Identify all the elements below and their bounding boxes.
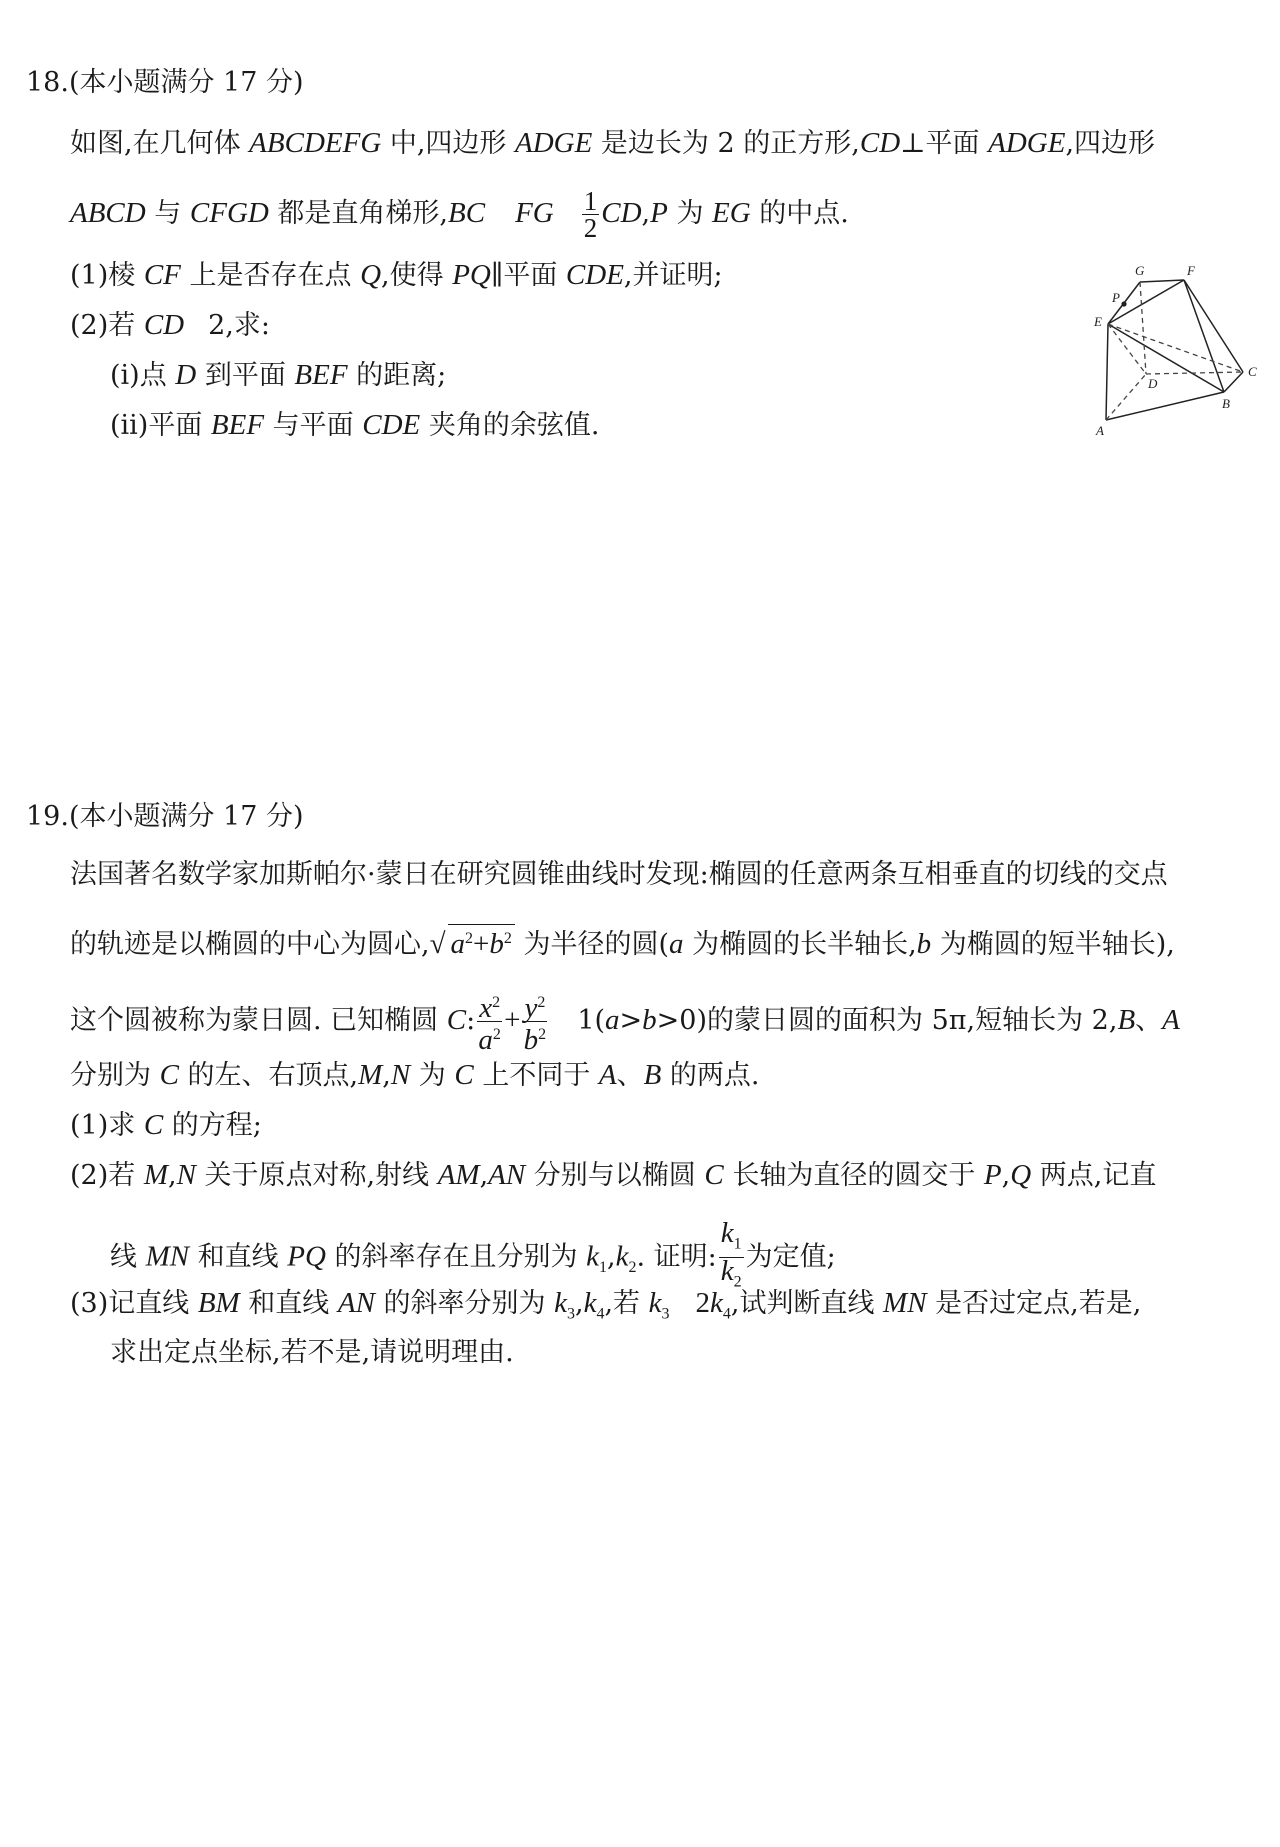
label-c: C [1248, 364, 1257, 379]
q19-part2-cont: 线 MN 和直线 PQ 的斜率存在且分别为 $k_1,k_2$. 证明: $\frac{k_1}{k_2}$ 为定值; [110, 1220, 836, 1296]
geometry-figure [1088, 262, 1268, 442]
q19-part2: (2)若 M,N 关于原点对称,射线 AM,AN 分别与以椭圆 C 长轴为直径的圆交于 P,Q 两点,记直 [70, 1159, 1157, 1191]
q18-header: 18.(本小题满分 17 分) [26, 67, 304, 98]
q18-part2-i: (i)点 D 到平面 BEF 的距离; [110, 359, 447, 391]
label-p: P [1112, 290, 1120, 305]
q19-line4: 分别为 C 的左、右顶点,M,N 为 C 上不同于 A、B 的两点. [70, 1059, 760, 1091]
q19-line3: 这个圆被称为蒙日圆. 已知椭圆 C: $\frac{x^2}{a^2}$ + $\frac{y^2}{b^2}$ 1(a>b>0)的蒙日圆的面积为 5π,短轴长为 2,B、A [70, 992, 1180, 1056]
q18-line2: ABCD 与 CFGD 都是直角梯形,BC FG $\frac{1}{2}$ CD,P 为 EG 的中点. [70, 186, 849, 243]
q18-part1: (1)棱 CF 上是否存在点 Q,使得 PQ∥平面 CDE,并证明; [70, 259, 723, 291]
point-p-marker [1121, 301, 1126, 306]
fraction-k1-k2: $\frac{k_1}{k_2}$ [720, 1217, 742, 1291]
label-a: A [1096, 423, 1104, 438]
q19-line2: 的轨迹是以椭圆的中心为圆心,√ $a^2+b^2$ 为半径的圆(a 为椭圆的长半轴长,b 为椭圆的短半轴长), [70, 924, 1175, 962]
q19-line1: 法国著名数学家加斯帕尔·蒙日在研究圆锥曲线时发现:椭圆的任意两条互相垂直的切线的交点 [70, 859, 1168, 890]
q19-header: 19.(本小题满分 17 分) [26, 801, 304, 832]
q18-line1: 如图,在几何体 ABCDEFG 中,四边形 ADGE 是边长为 2 的正方形,CD⊥平面 ADGE,四边形 [70, 127, 1156, 159]
label-d: D [1148, 376, 1158, 391]
label-f: F [1187, 263, 1195, 278]
label-g: G [1135, 263, 1145, 278]
q18-part2-ii: (ii)平面 BEF 与平面 CDE 夹角的余弦值. [110, 409, 600, 441]
q19-part1: (1)求 C 的方程; [70, 1109, 262, 1141]
q18-part2: (2)若 CD 2,求: [70, 309, 270, 341]
q19-part3: (3)记直线 BM 和直线 AN 的斜率分别为 $k_3,k_4$,若 $k_3$ $2k_4$,试判断直线 MN 是否过定点,若是, [70, 1287, 1142, 1323]
fraction-x2-a2: $\frac{x^2}{a^2}$ [478, 992, 501, 1056]
label-b: B [1222, 396, 1230, 411]
q19-part3-cont: 求出定点坐标,若不是,请说明理由. [110, 1337, 514, 1368]
fraction-y2-b2: $\frac{y^2}{b^2}$ [523, 992, 547, 1056]
label-e: E [1094, 314, 1102, 329]
fraction-one-half: $\frac{1}{2}$ [583, 186, 598, 243]
